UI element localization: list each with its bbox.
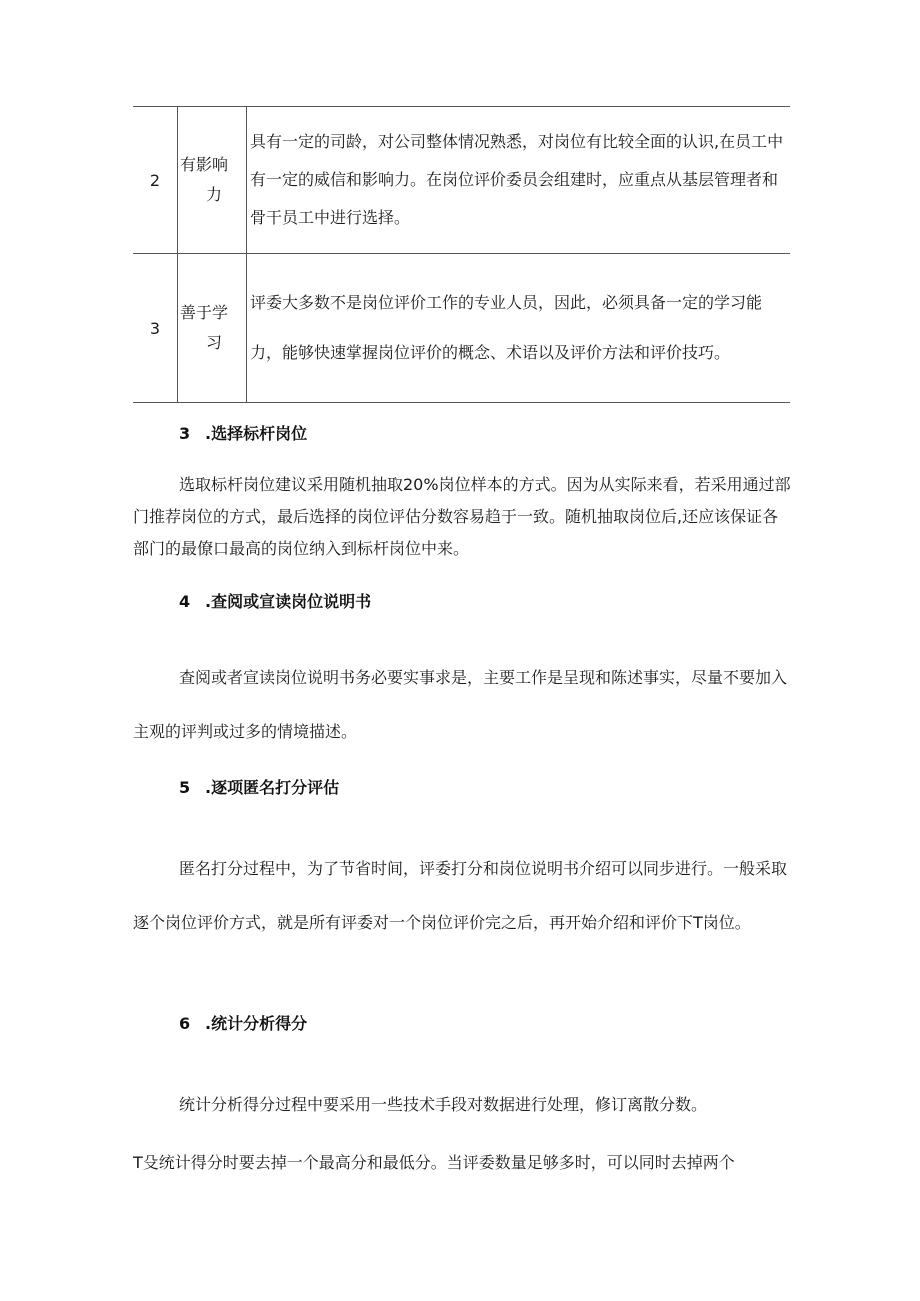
table-row (133, 107, 790, 254)
section-number: 3 (179, 424, 191, 443)
criterion-name (178, 254, 247, 403)
criterion-name-line1: 善于学 (180, 303, 229, 322)
section-number: 5 (179, 778, 191, 797)
section-title: .选择标杆岗位 (205, 424, 308, 443)
criteria-table (133, 106, 790, 403)
section-number: 4 (179, 592, 191, 611)
table-row (133, 254, 790, 403)
section-title: .统计分析得分 (205, 1014, 308, 1033)
criterion-description-text: 评委大多数不是岗位评价工作的专业人员，因此，必须具备一定的学习能力，能够快速掌握岗位评价的概念、术语以及评价方法和评价技巧。 (250, 293, 763, 362)
criterion-description (247, 254, 791, 403)
criterion-name-line2: 习 (206, 333, 223, 352)
row-number: 2 (133, 107, 178, 254)
criterion-name (178, 107, 247, 254)
section-number: 6 (179, 1014, 191, 1033)
section-paragraph: 选取标杆岗位建议采用随机抽取20%岗位样本的方式。因为从实际来看，若采用通过部门推荐岗位的方式，最后选择的岗位评估分数容易趋于一致。随机抽取岗位后,还应该保证各部门的最僚口最高的岗位纳入到标杆岗位中来。 (133, 475, 791, 558)
row-number: 3 (133, 254, 178, 403)
section-title: .逐项匿名打分评估 (205, 778, 340, 797)
section-heading (179, 775, 339, 798)
section-paragraph: 匿名打分过程中，为了节省时间，评委打分和岗位说明书介绍可以同步进行。一般采取逐个岗位评价方式，就是所有评委对一个岗位评价完之后，再开始介绍和评价下T岗位。 (133, 859, 788, 932)
section-paragraph: T殳统计得分时要去掉一个最高分和最低分。当评委数量足够多时，可以同时去掉两个 (133, 1153, 735, 1172)
section-paragraph: 查阅或者宣读岗位说明书务必要实事求是，主要工作是呈现和陈述事实，尽量不要加入主观的评判或过多的情境描述。 (133, 668, 788, 741)
section-heading (179, 1011, 307, 1034)
criterion-name-line1: 有影响 (180, 155, 229, 174)
section-heading (179, 589, 371, 612)
section-title: .查阅或宣读岗位说明书 (205, 592, 372, 611)
section-heading (179, 421, 307, 444)
section-paragraph: 统计分析得分过程中要采用一些技术手段对数据进行处理，修订离散分数。 (179, 1095, 708, 1114)
criterion-description (247, 107, 791, 254)
criterion-name-line2: 力 (206, 185, 223, 204)
criterion-description-text: 具有一定的司龄，对公司整体情况熟悉，对岗位有比较全面的认识,在员工中有一定的威信和影响力。在岗位评价委员会组建时，应重点从基层管理者和骨干员工中进行选择。 (250, 132, 784, 227)
